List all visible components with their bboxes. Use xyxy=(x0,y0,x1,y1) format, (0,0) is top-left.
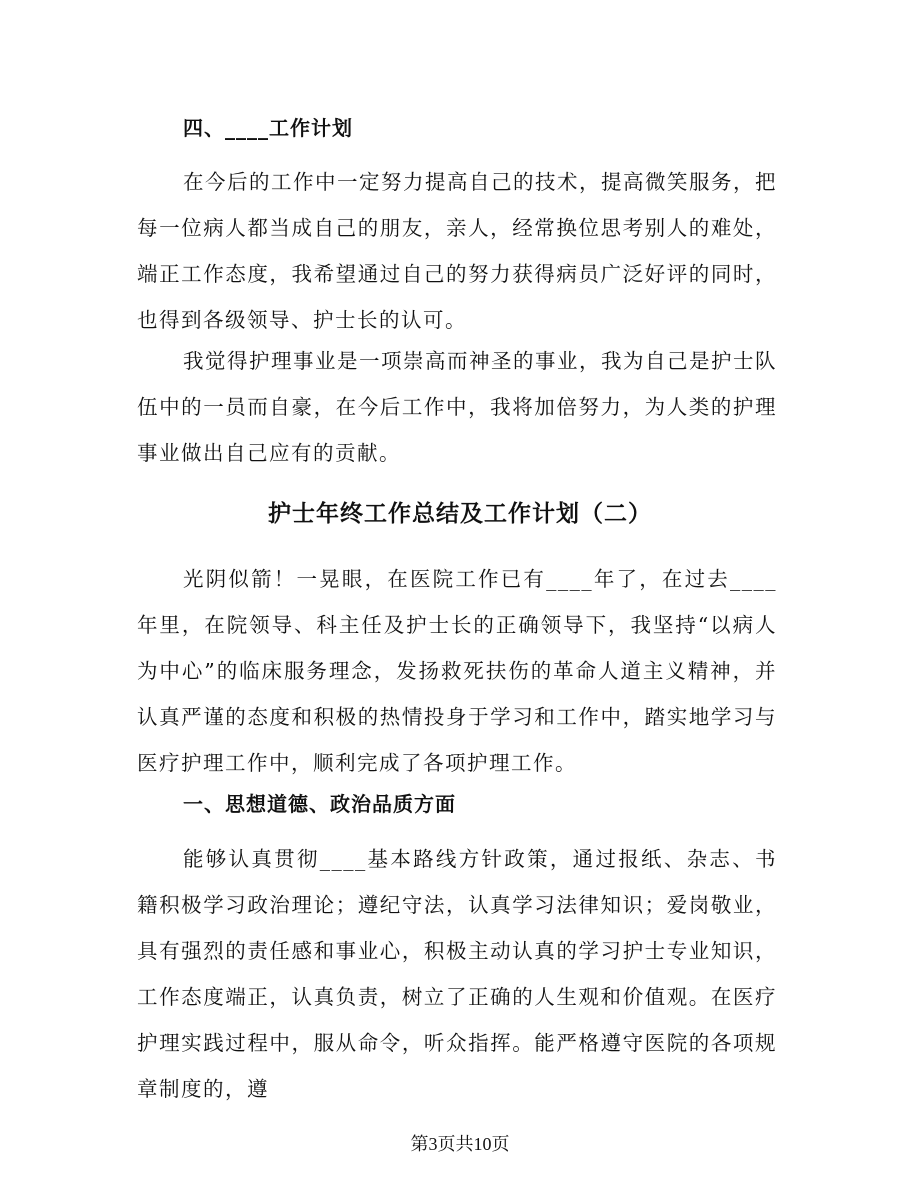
article-title: 护士年终工作总结及工作计划（二） xyxy=(268,501,652,527)
paragraph-nursing-career: 我觉得护理事业是一项崇高而神圣的事业，我为自己是护士队伍中的一员而自豪，在今后工作中，我将加倍努力，为人类的护理事业做出自己应有的贡献。 xyxy=(137,349,777,465)
paragraph-ideology: 能够认真贯彻____基本路线方针政策，通过报纸、杂志、书籍积极学习政治理论；遵纪守法，认真学习法律知识；爱岗敬业，具有强烈的责任感和事业心，积极主动认真的学习护士专业知识，工作态度端正，认真负责，树立了正确的人生观和价值观。在医疗护理实践过程中，服从命令，听众指挥。能严格遵守医院的各项规章制度的，遵 xyxy=(137,847,777,1101)
page-number: 第3页共10页 xyxy=(410,1134,510,1154)
section-heading-work-plan: 四、____工作计划 xyxy=(183,116,353,140)
paragraph-future-work: 在今后的工作中一定努力提高自己的技术，提高微笑服务，把每一位病人都当成自己的朋友，亲人，经常换位思考别人的难处，端正工作态度，我希望通过自己的努力获得病员广泛好评的同时，也得到各级领导、护士长的认可。 xyxy=(137,170,777,332)
section-heading-ideology: 一、思想道德、政治品质方面 xyxy=(183,792,456,816)
paragraph-intro: 光阴似箭！一晃眼，在医院工作已有____年了，在过去____年里，在院领导、科主任及护士长的正确领导下，我坚持“以病人为中心”的临床服务理念，发扬救死扶伤的革命人道主义精神，并认真严谨的态度和积极的热情投身于学习和工作中，踏实地学习与医疗护理工作中，顺利完成了各项护理工作。 xyxy=(137,567,777,775)
